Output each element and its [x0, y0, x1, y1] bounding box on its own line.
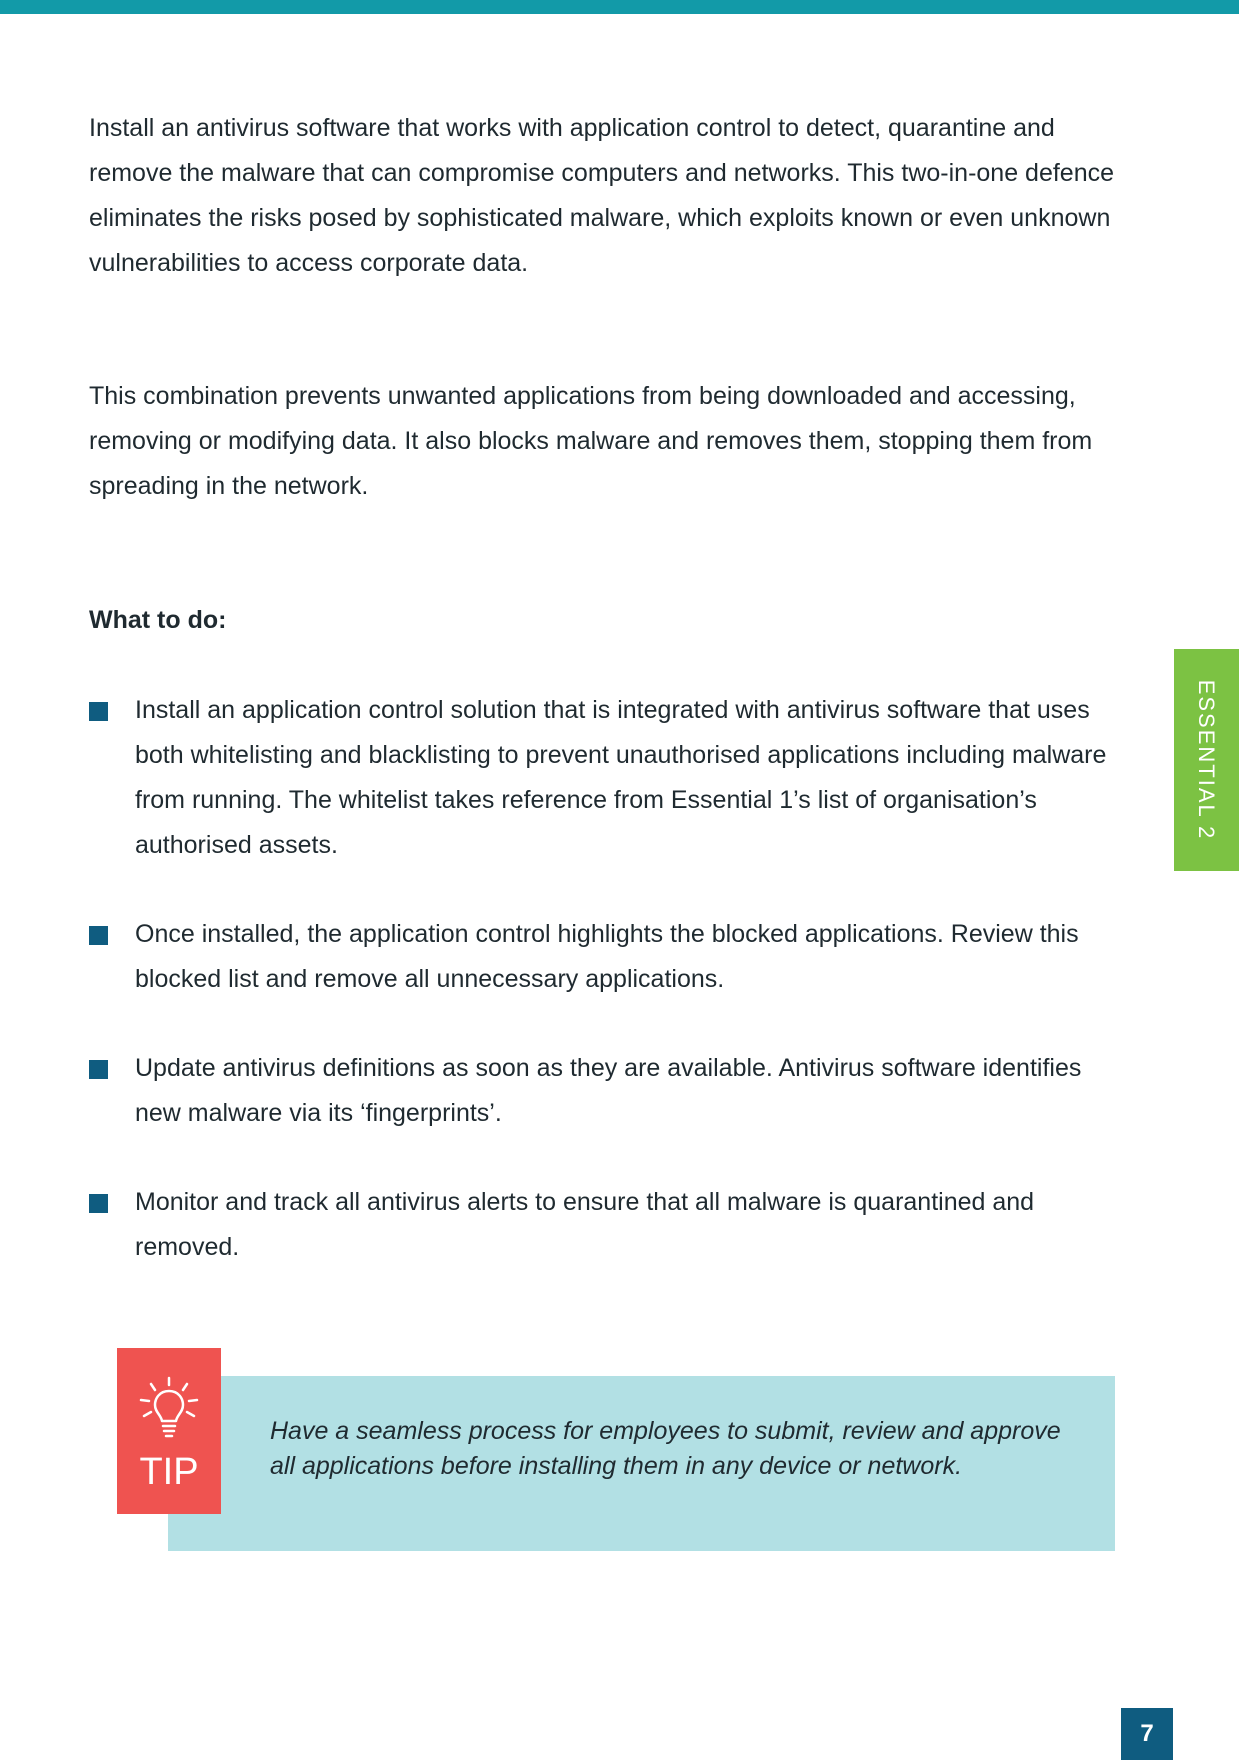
list-item: [89, 688, 1119, 868]
tip-text: Have a seamless process for employees to submit, review and approve all applications before installing them in any device or network.: [270, 1417, 1061, 1480]
list-item: [89, 1180, 1119, 1270]
tip-panel: [168, 1376, 1115, 1551]
intro-paragraph-1: Install an antivirus software that works with application control to detect, quarantine and remove the malware that can compromise computers and networks. This two-in-one defence eliminates the risks posed by sophisticated malware, which exploits known or even unknown vulnerabilities to access corporate data.: [89, 114, 1115, 277]
list-item-text: Install an application control solution that is integrated with antivirus software that uses both whitelisting and blacklisting to prevent unauthorised applications including malware from running. The whitelist takes reference from Essential 1’s list of organisation’s authorised assets.: [135, 696, 1107, 859]
list-item-text: Once installed, the application control highlights the blocked applications. Review this blocked list and remove all unnecessary applications.: [135, 920, 1079, 993]
list-item: [89, 912, 1119, 1002]
tip-label: TIP: [139, 1451, 199, 1493]
list-item-text: Monitor and track all antivirus alerts to ensure that all malware is quarantined and removed.: [135, 1188, 1035, 1261]
page-number: 7: [1121, 1708, 1173, 1760]
bullet-square-icon: [89, 702, 108, 721]
tip-badge: [117, 1348, 221, 1514]
bullet-square-icon: [89, 1060, 108, 1079]
essential-side-tab: [1174, 649, 1239, 871]
list-item-text: Update antivirus definitions as soon as they are available. Antivirus software identifies new malware via its ‘fingerprints’.: [135, 1054, 1082, 1127]
what-to-do-heading: What to do:: [89, 606, 227, 634]
list-item: [89, 1046, 1119, 1136]
lightbulb-icon: [129, 1376, 209, 1440]
bullet-square-icon: [89, 1194, 108, 1213]
side-tab-label: ESSENTIAL 2: [1194, 679, 1219, 841]
top-accent-bar: [0, 0, 1239, 14]
intro-paragraph-2: This combination prevents unwanted applications from being downloaded and accessing, removing or modifying data. It also blocks malware and removes them, stopping them from spreading in the network.: [89, 382, 1093, 500]
bullet-square-icon: [89, 926, 108, 945]
what-to-do-list: [89, 688, 1119, 1314]
